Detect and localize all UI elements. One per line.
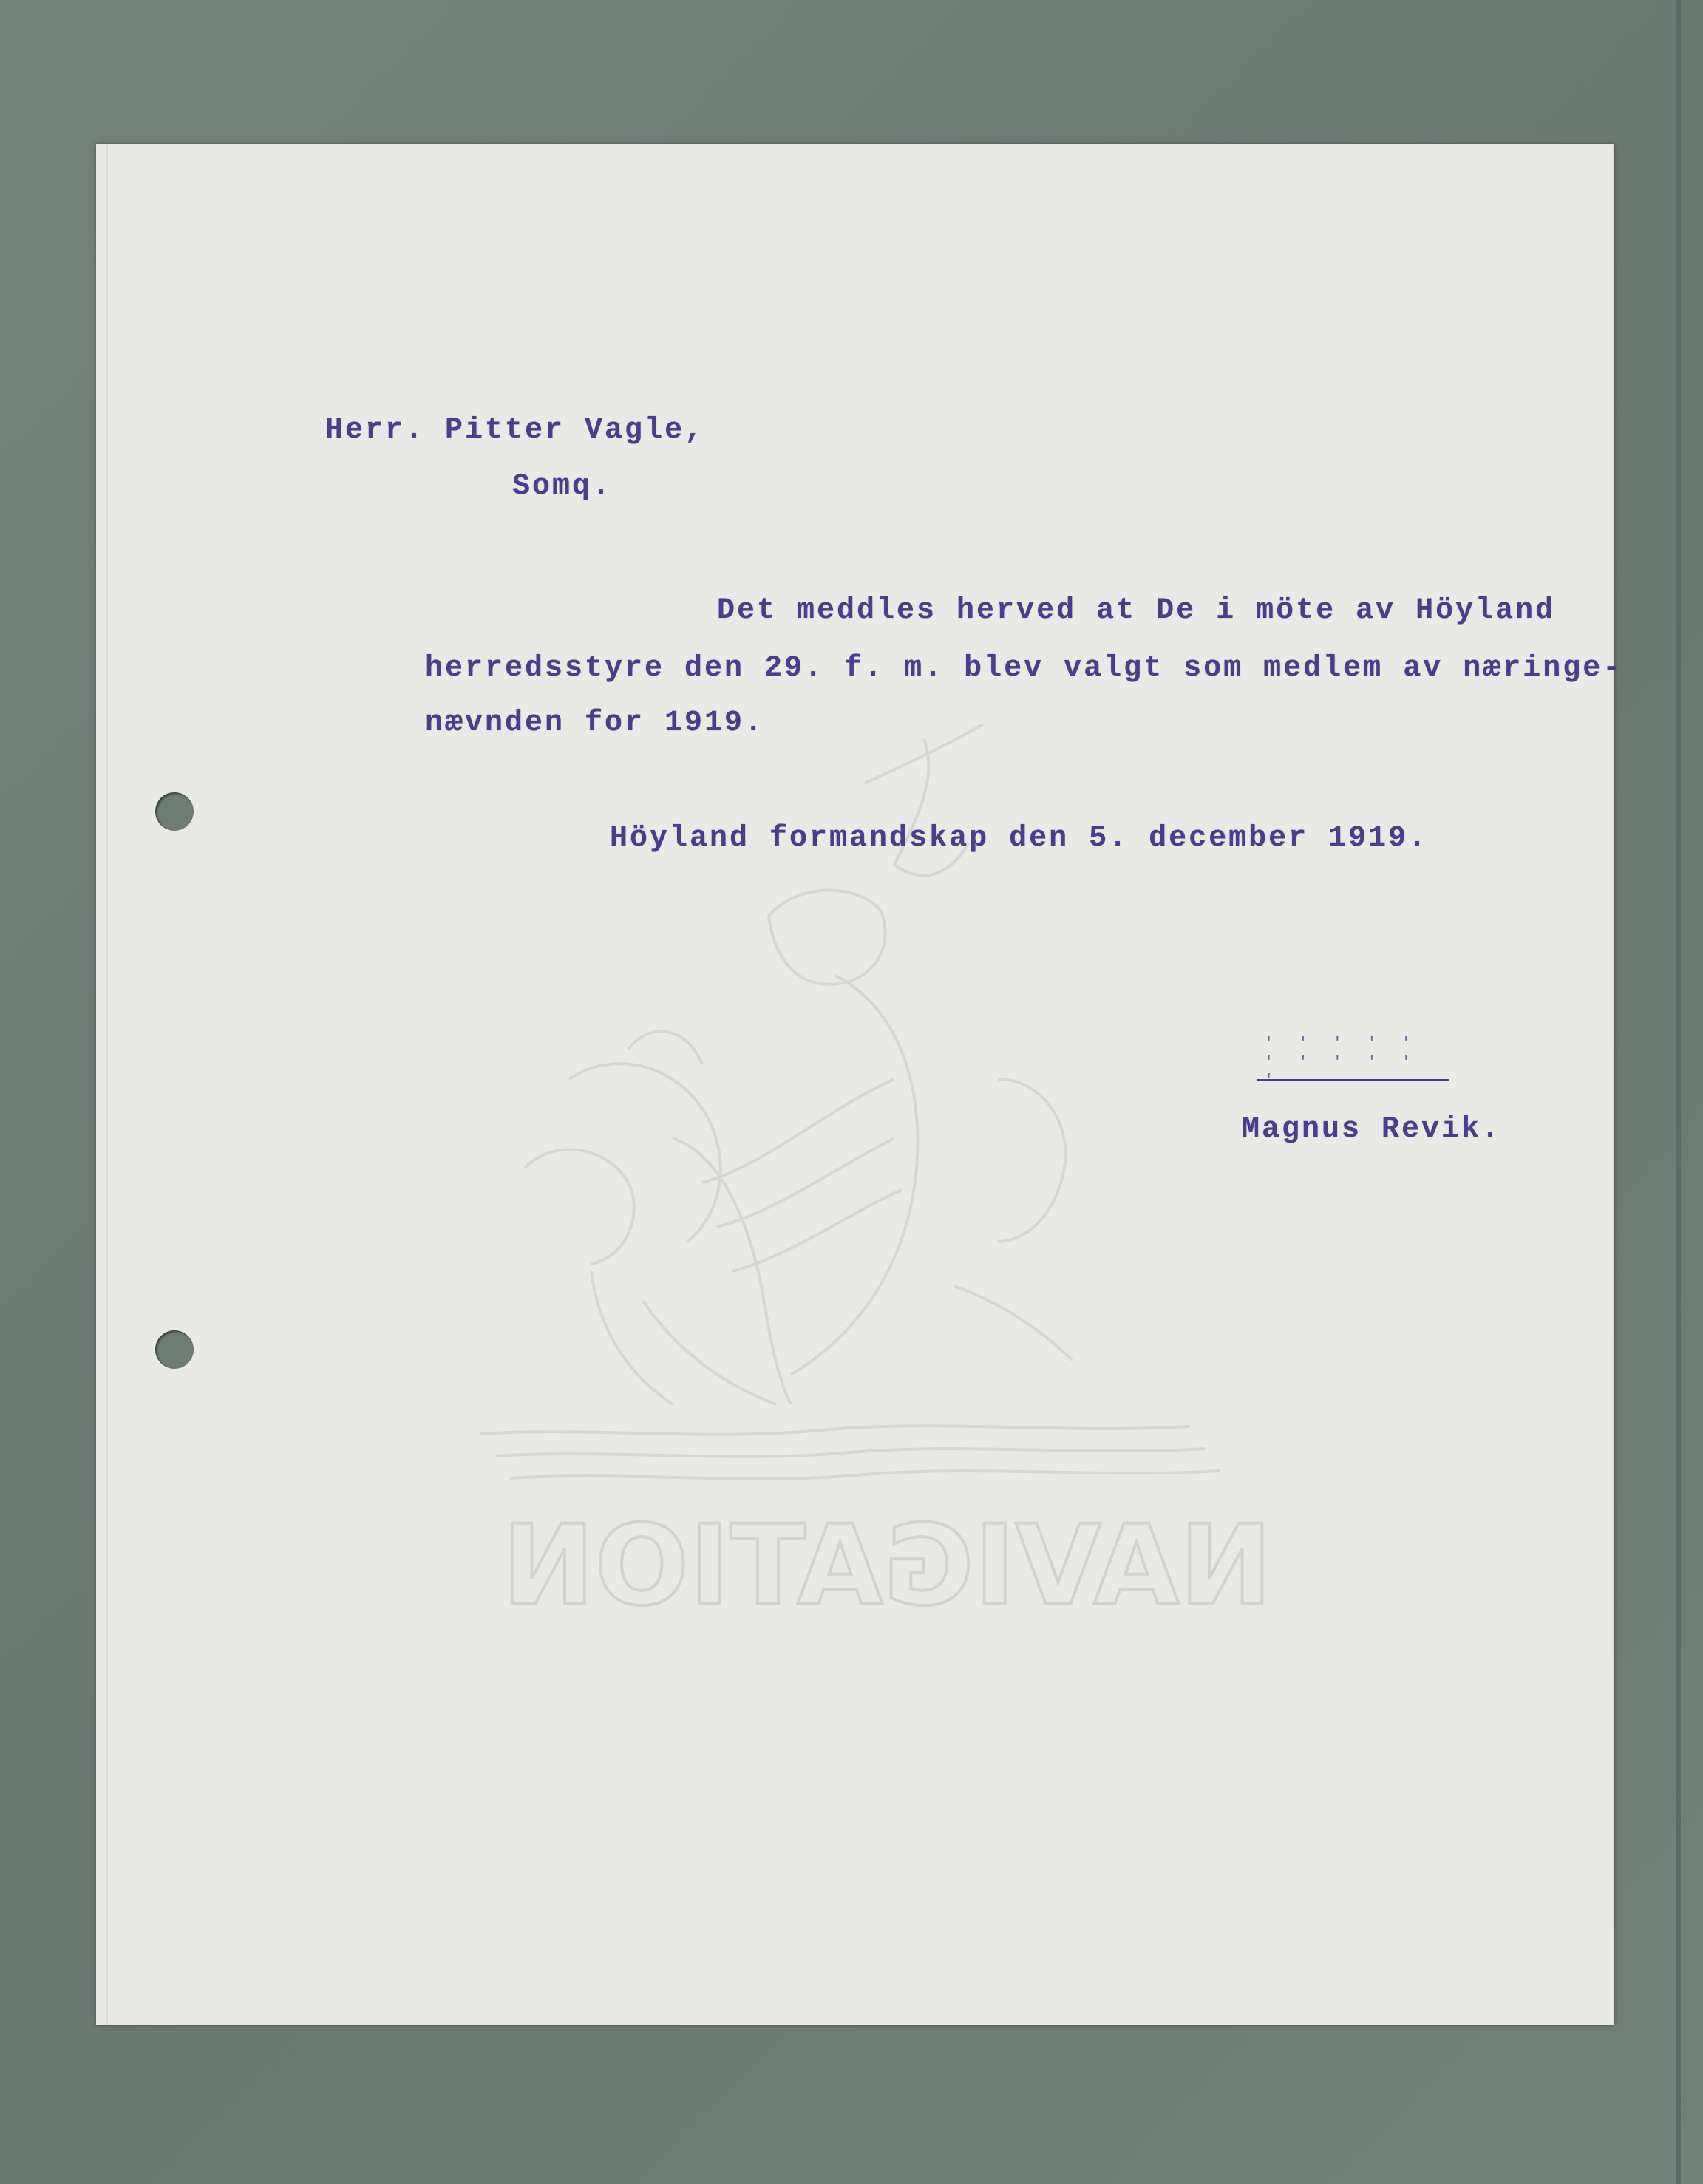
signer-name: Magnus Revik. [1242, 1113, 1502, 1146]
backing-board-edge [1676, 0, 1681, 2184]
signature-line [1257, 1079, 1449, 1081]
date-line: Höyland formandskap den 5. december 1919. [610, 822, 1429, 855]
body-line-3: nævnden for 1919. [425, 707, 765, 740]
paper-edge-line [106, 144, 114, 2025]
punch-hole-bottom [155, 1330, 194, 1369]
punch-hole-top [155, 792, 194, 831]
body-line-1: Det meddles herved at De i möte av Höyland [717, 594, 1556, 627]
recipient-name: Herr. Pitter Vagle, [325, 414, 705, 447]
body-line-2: herredsstyre den 29. f. m. blev valgt som medlem av næringe- [425, 652, 1623, 685]
signature-marks: ' ' ' ' ' ' ' ' ' ' ' [1264, 1035, 1418, 1090]
recipient-place: Somq. [512, 470, 613, 503]
watermark-text: NAVIGATION [501, 1502, 1273, 1630]
